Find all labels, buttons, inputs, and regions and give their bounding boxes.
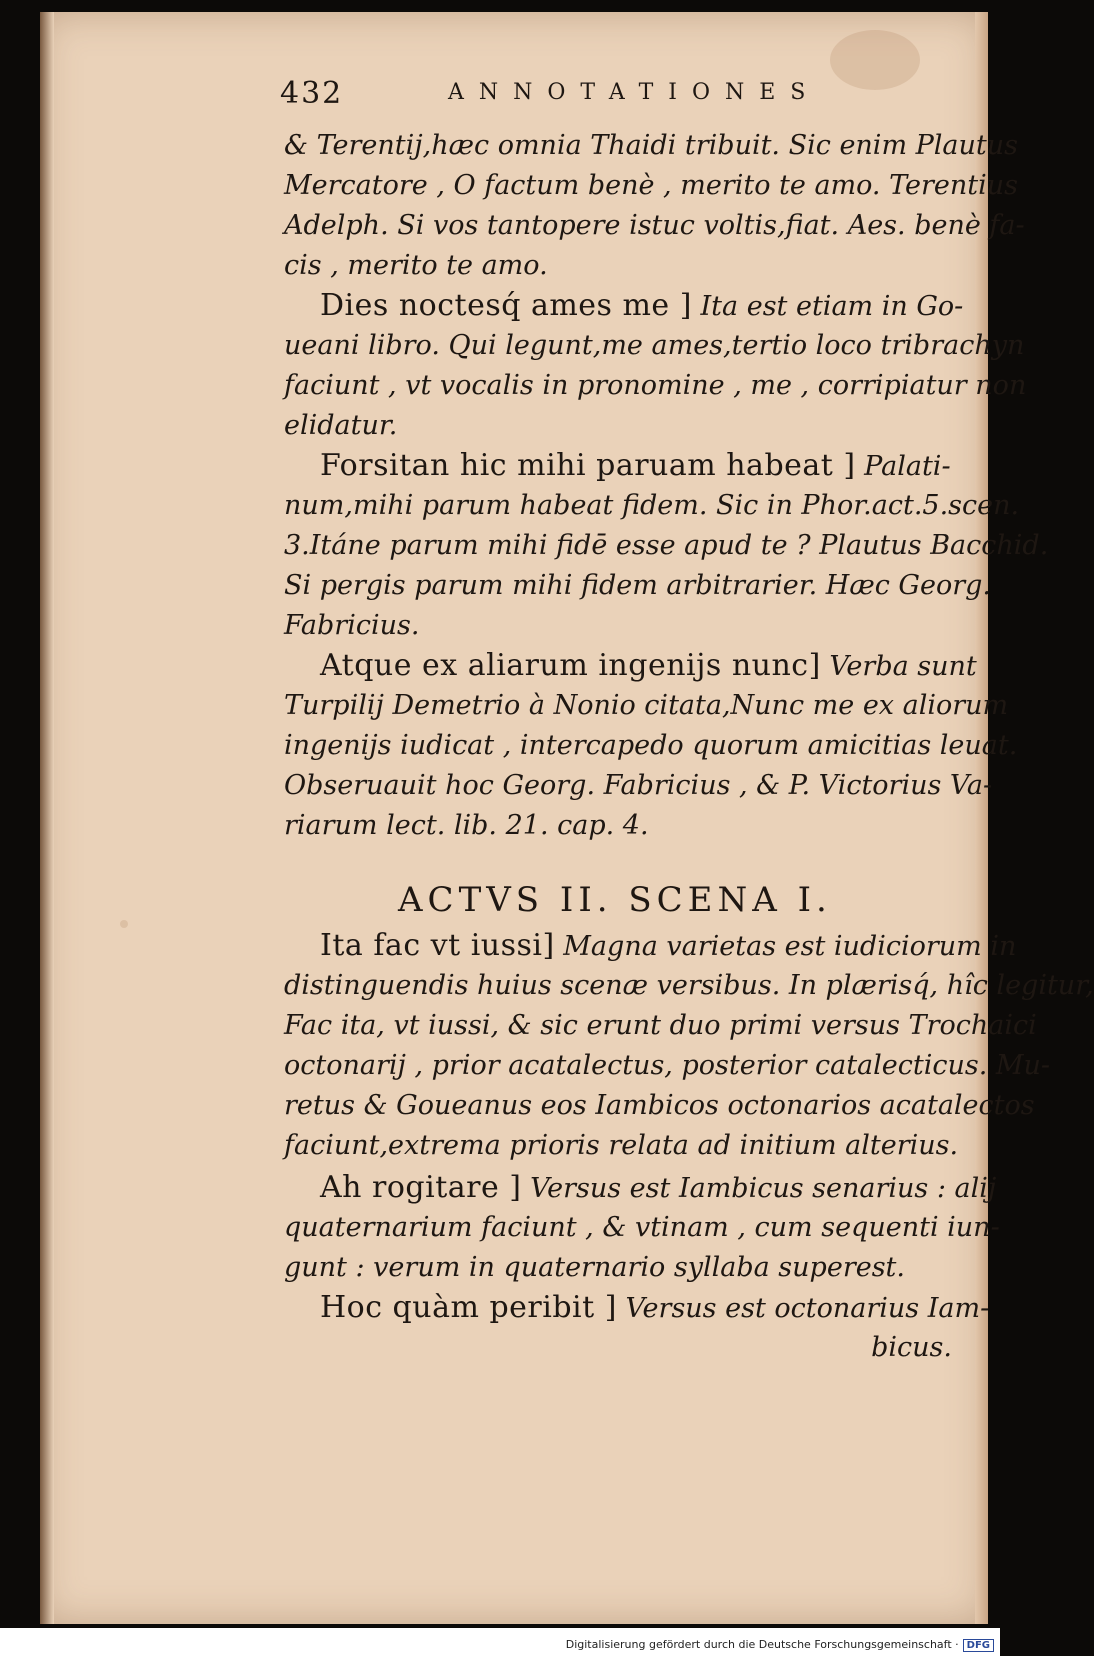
lemma: Hoc quàm peribit ] [320,1290,617,1325]
paper-stain [120,920,128,928]
lemma: Dies noctesq́ ames me ] [320,288,692,323]
lemma-commentary: Versus est octonarius Iam- [616,1293,990,1324]
credit-text: Digitalisierung gefördert durch die Deutsche Forschungsgemeinschaft · [565,1638,959,1651]
page-header [280,76,940,116]
text-line: Fac ita, vt iussi, & sic erunt duo primi versus Trochaici [284,1010,1037,1041]
dfg-logo: DFG [963,1639,994,1652]
text-line: Si pergis parum mihi fidem arbitrarier. Hæc Georg. [284,570,992,601]
text-line: ueani libro. Qui legunt,me ames,tertio loco tribrachyn [284,330,1025,361]
annotation-text-block [284,126,1049,846]
text-line: elidatur. [284,410,398,441]
page-gutter-shadow [40,12,54,1624]
lemma-line [284,1168,997,1208]
lemma-line [284,446,986,486]
text-line: cis , merito te amo. [284,250,548,281]
text-line: 3.Itáne parum mihi fidē esse apud te ? Plautus Bacchid. [284,530,1049,561]
text-line: distinguendis huius scenæ versibus. In plærisq́, hîc legitur, [284,970,1094,1001]
lemma: Atque ex aliarum ingenijs nunc] [320,648,821,683]
text-line: Obseruauit hoc Georg. Fabricius , & P. Victorius Va- [284,770,993,801]
text-line: retus & Goueanus eos Iambicos octonarios acatalectos [284,1090,1035,1121]
lemma-commentary: Palati- [855,451,951,482]
lemma: Ah rogitare ] [320,1170,522,1205]
lemma-commentary: Verba sunt [820,651,977,682]
text-line: & Terentij,hæc omnia Thaidi tribuit. Sic enim Plautus [284,130,1019,161]
lemma-line [284,286,986,326]
text-line: Mercatore , O factum benè , merito te amo. Terentius [284,170,1018,201]
lemma: Forsitan hic mihi paruam habeat ] [320,448,856,483]
text-line: octonarij , prior acatalectus, posterior catalecticus. Mu- [284,1050,1051,1081]
text-line: faciunt,extrema prioris relata ad initium alterius. [284,1130,959,1161]
text-line: bicus. [871,1332,952,1363]
scene-heading: ACTVS II. SCENA I. [398,880,832,920]
lemma-commentary: Versus est Iambicus senarius : alij [521,1173,997,1204]
lemma-commentary: Magna varietas est iudiciorum in [554,931,1017,962]
annotation-text-block [284,1168,1000,1368]
running-head: ANNOTATIONES [448,80,821,105]
page-number: 432 [280,76,344,111]
lemma: Ita fac vt iussi] [320,928,555,963]
text-line: Fabricius. [284,610,420,641]
text-line: riarum lect. lib. 21. cap. 4. [284,810,649,841]
digitization-credit [566,1638,994,1652]
text-line: Turpilij Demetrio à Nonio citata,Nunc me ex aliorum [284,690,1009,721]
lemma-line [284,926,1017,966]
lemma-line [284,1288,990,1328]
lemma-line [284,646,986,686]
text-line: ingenijs iudicat , intercapedo quorum amicitias leuat. [284,730,1018,761]
annotation-text-block [284,926,1094,1166]
text-line: quaternarium faciunt , & vtinam , cum sequenti iun- [284,1212,1000,1243]
text-line: gunt : verum in quaternario syllaba superest. [284,1252,905,1283]
lemma-commentary: Ita est etiam in Go- [691,291,964,322]
text-line: faciunt , vt vocalis in pronomine , me , corripiatur non [284,370,1027,401]
text-line: num,mihi parum habeat fidem. Sic in Phor.act.5.scen. [284,490,1020,521]
text-line: Adelph. Si vos tantopere istuc voltis,fiat. Aes. benè fa- [284,210,1025,241]
